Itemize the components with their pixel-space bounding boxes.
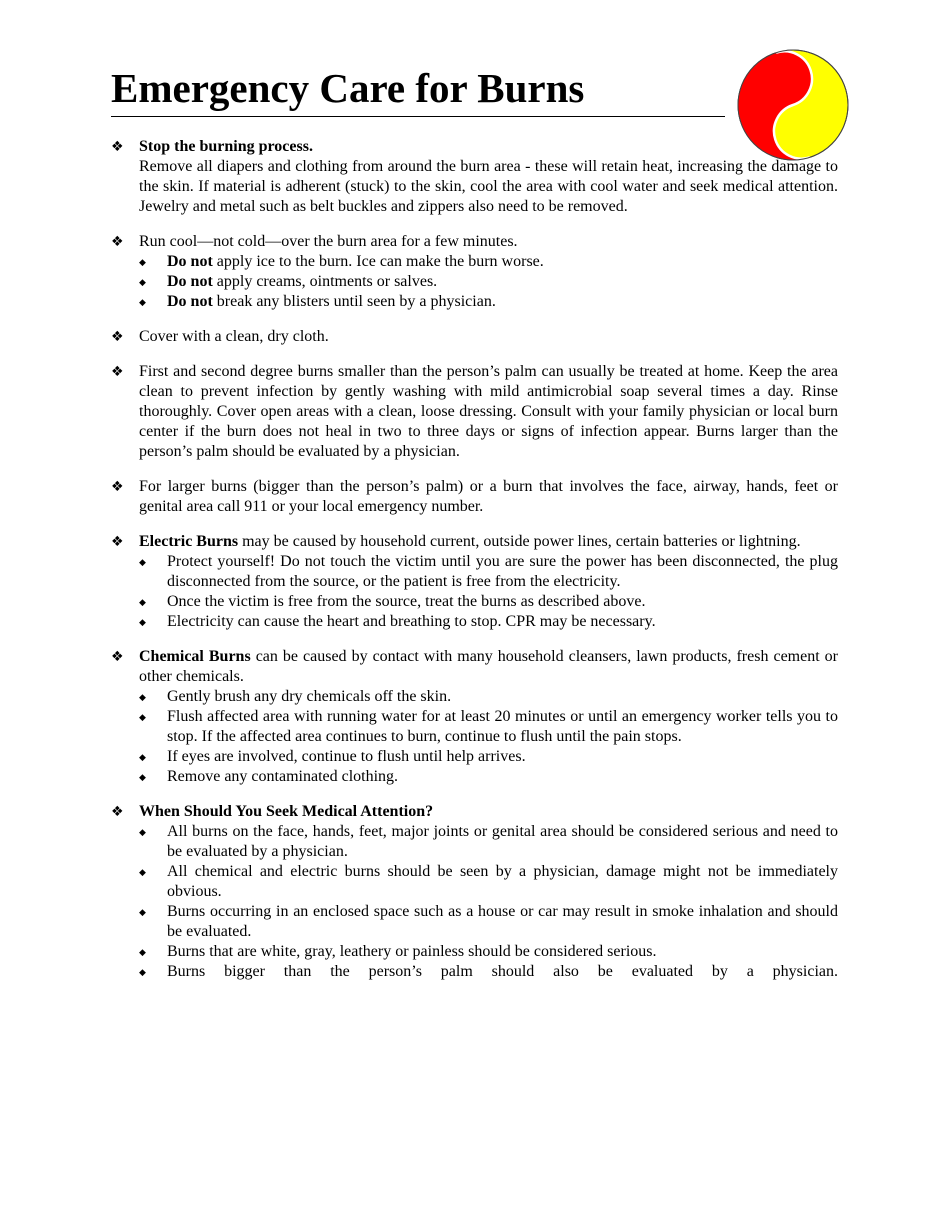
item-text: Gently brush any dry chemicals off the skin. (167, 688, 452, 705)
list-item (139, 962, 838, 982)
list-item (139, 272, 838, 292)
list-item (139, 747, 838, 767)
list-item (139, 767, 838, 787)
section-text (139, 647, 838, 687)
diamond-bullet-icon: ◆ (139, 298, 146, 308)
list-item (139, 687, 838, 707)
diamond-bullet-icon: ◆ (139, 713, 146, 723)
diamond-bullet-icon: ◆ (139, 948, 146, 958)
list-item (139, 292, 838, 312)
diamond-bullet-icon: ◆ (139, 693, 146, 703)
emphasis-text: Do not (167, 293, 213, 310)
item-text: apply creams, ointments or salves. (212, 273, 438, 290)
diamond-bullet-icon: ◆ (139, 828, 146, 838)
section-text: Remove all diapers and clothing from around the burn area - these will retain heat, increasing the damage to the skin. If material is adherent (stuck) to the skin, cool the area with cool water and seek medical attention. Jewelry and metal such as belt buckles and zippers also need to be removed. (139, 158, 838, 215)
sub-list (139, 687, 838, 787)
section-text: For larger burns (bigger than the person’s palm) or a burn that involves the face, airway, hands, feet or genital area call 911 or your local emergency number. (139, 478, 838, 515)
item-text: break any blisters until seen by a physician. (212, 293, 496, 310)
diamond-bullet-icon: ◆ (139, 558, 146, 568)
section-chemical-burns (111, 647, 838, 787)
list-item (139, 707, 838, 747)
item-text: Flush affected area with running water for at least 20 minutes or until an emergency worker tells you to stop. If the affected area continues to burn, continue to flush until the pain stops. (167, 708, 838, 745)
section-run-cool (111, 232, 838, 312)
list-item (139, 902, 838, 942)
diamond-bullet-icon: ◆ (139, 868, 146, 878)
list-item (139, 252, 838, 272)
section-text (139, 532, 838, 552)
diamond-bullet-icon: ◆ (139, 598, 146, 608)
list-item (139, 612, 838, 632)
emphasis-text: Do not (167, 253, 213, 270)
section-home-treatment (111, 362, 838, 462)
diamond-bullet-icon: ◆ (139, 753, 146, 763)
section-text: Cover with a clean, dry cloth. (139, 328, 329, 345)
diamond-bullet-icon: ◆ (139, 618, 146, 628)
item-text: If eyes are involved, continue to flush until help arrives. (167, 748, 526, 765)
four-diamond-bullet-icon: ❖ (111, 139, 124, 155)
four-diamond-bullet-icon: ❖ (111, 804, 124, 820)
sub-list (139, 252, 838, 312)
section-heading: Chemical Burns (139, 648, 251, 665)
item-text: All chemical and electric burns should be seen by a physician, damage might not be immediately obvious. (167, 863, 838, 900)
section-heading: When Should You Seek Medical Attention? (139, 803, 434, 820)
list-item (139, 552, 838, 592)
item-text: Burns that are white, gray, leathery or painless should be considered serious. (167, 943, 657, 960)
diamond-bullet-icon: ◆ (139, 968, 146, 978)
diamond-bullet-icon: ◆ (139, 278, 146, 288)
section-heading: Stop the burning process. (139, 138, 313, 155)
emphasis-text: Do not (167, 273, 213, 290)
item-text: Burns bigger than the person’s palm should also be evaluated by a physician. (167, 963, 838, 980)
four-diamond-bullet-icon: ❖ (111, 649, 124, 665)
section-stop-burning (111, 137, 838, 217)
section-text: Run cool—not cold—over the burn area for a few minutes. (139, 233, 518, 250)
list-item (139, 592, 838, 612)
four-diamond-bullet-icon: ❖ (111, 364, 124, 380)
four-diamond-bullet-icon: ❖ (111, 534, 124, 550)
page-title: Emergency Care for Burns (111, 65, 585, 111)
section-text-body: can be caused by contact with many household cleansers, lawn products, fresh cement or other chemicals. (139, 648, 839, 685)
four-diamond-bullet-icon: ❖ (111, 479, 124, 495)
diamond-bullet-icon: ◆ (139, 908, 146, 918)
title-underline (111, 116, 725, 117)
list-item (139, 862, 838, 902)
item-text: Burns occurring in an enclosed space such as a house or car may result in smoke inhalation and should be evaluated. (167, 903, 838, 940)
item-text: apply ice to the burn. Ice can make the burn worse. (212, 253, 544, 270)
item-text: Remove any contaminated clothing. (167, 768, 399, 785)
diamond-bullet-icon: ◆ (139, 773, 146, 783)
list-item (139, 822, 838, 862)
section-electric-burns (111, 532, 838, 632)
sub-list (139, 552, 838, 632)
section-cover (111, 327, 838, 347)
burn-care-content (111, 137, 838, 997)
section-heading: Electric Burns (139, 533, 239, 550)
section-larger-burns (111, 477, 838, 517)
diamond-bullet-icon: ◆ (139, 258, 146, 268)
four-diamond-bullet-icon: ❖ (111, 329, 124, 345)
item-text: Electricity can cause the heart and breathing to stop. CPR may be necessary. (167, 613, 656, 630)
section-text: First and second degree burns smaller than the person’s palm can usually be treated at home. Keep the area clean to prevent infection by gently washing with mild antimicrobial soap several times a day. Rinse thoroughly. Cover open areas with a clean, loose dressing. Consult with your family physician or local burn center if the burn does not heal in two to three days or signs of infection appear. Burns larger than the person’s palm should be evaluated by a physician. (139, 363, 838, 460)
section-text-body: may be caused by household current, outside power lines, certain batteries or lightning. (238, 533, 801, 550)
list-item (139, 942, 838, 962)
item-text: Protect yourself! Do not touch the victim until you are sure the power has been disconnected, the plug disconnected from the source, or the patient is free from the electricity. (167, 553, 838, 590)
sub-list (139, 822, 838, 982)
item-text: All burns on the face, hands, feet, major joints or genital area should be considered serious and need to be evaluated by a physician. (167, 823, 838, 860)
section-seek-medical-attention (111, 802, 838, 982)
four-diamond-bullet-icon: ❖ (111, 234, 124, 250)
item-text: Once the victim is free from the source, treat the burns as described above. (167, 593, 646, 610)
